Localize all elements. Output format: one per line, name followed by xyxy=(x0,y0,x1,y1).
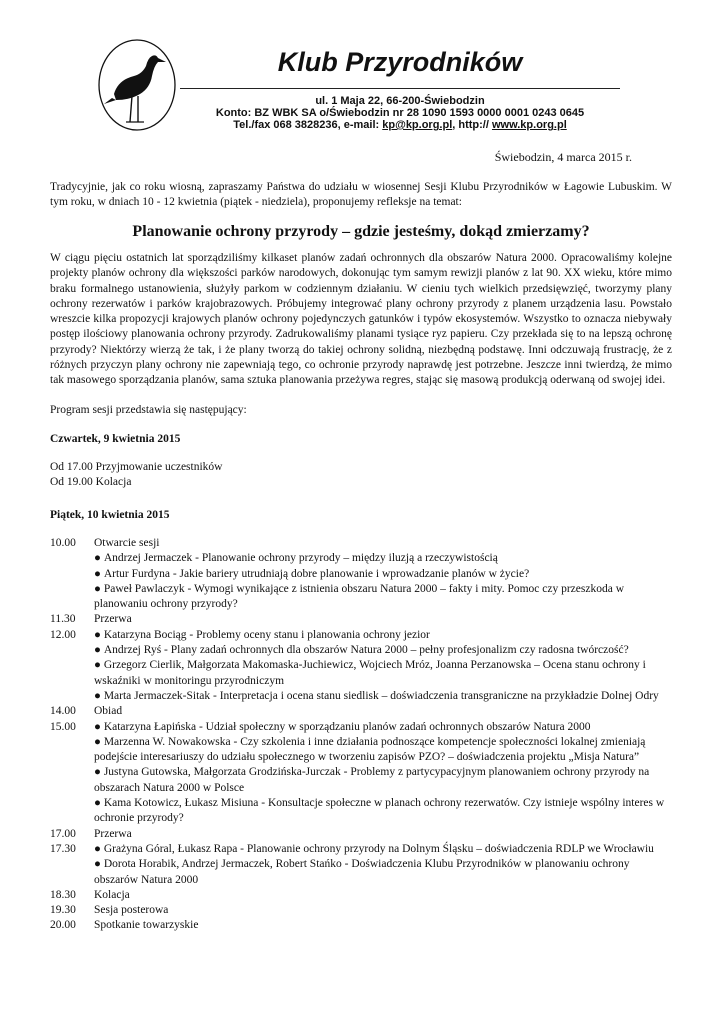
schedule-row xyxy=(50,918,672,933)
contact-mid: , http:// xyxy=(452,119,492,131)
slot-time: 10.00 xyxy=(50,537,76,549)
talk-item: ● Kama Kotowicz, Łukasz Misiuna - Konsultacje społeczne w planach ochrony rezerwatów. Czy istnieje wspólny interes w ochronie przyrody? xyxy=(94,796,672,827)
schedule-row xyxy=(50,888,672,903)
talk-item: ● Grażyna Góral, Łukasz Rapa - Planowanie ochrony przyrody na Dolnym Śląsku – doświadczenia RDLP we Wrocławiu xyxy=(94,842,672,857)
slot-time: 18.30 xyxy=(50,888,76,901)
schedule-row xyxy=(50,536,672,612)
talk-item: ● Katarzyna Łapińska - Udział społeczny w sporządzaniu planów zadań ochronnych obszarów Natura 2000 xyxy=(94,720,672,735)
slot-time: 14.00 xyxy=(50,705,76,718)
website-link[interactable]: www.kp.org.pl xyxy=(491,119,567,131)
schedule-row xyxy=(50,903,672,918)
schedule-row xyxy=(50,720,672,827)
talk-item: ● Dorota Horabik, Andrzej Jermaczek, Robert Stańko - Doświadczenia Klubu Przyrodników w planowaniu ochrony obszarów Natura 2000 xyxy=(94,857,672,888)
talk-item: ● Grzegorz Cierlik, Małgorzata Makomaska-Juchiewicz, Wojciech Mróz, Joanna Perzanowska – Ocena stanu ochrony i wskaźniki w monitoringu przyrodniczym xyxy=(94,658,672,689)
thursday-heading: Czwartek, 9 kwietnia 2015 xyxy=(50,433,181,445)
bank-account: Konto: BZ WBK SA o/Świebodzin nr 28 1090 1593 0000 0001 0243 0645 xyxy=(215,107,585,119)
friday-schedule xyxy=(50,536,672,934)
slot-label: Otwarcie sesji xyxy=(94,537,160,549)
slot-time: 19.30 xyxy=(50,904,76,917)
slot-content xyxy=(94,536,672,612)
talk-item: ● Justyna Gutowska, Małgorzata Grodzińska-Jurczak - Problemy z partycypacyjnym planowaniem ochrony przyrody na obszarach Natura 2000 w Polsce xyxy=(94,765,672,796)
body-paragraph: W ciągu pięciu ostatnich lat sporządziliśmy kilkaset planów zadań ochronnych dla obszarów Natura 2000. Opracowaliśmy kolejne projekty planów ochrony dla większości parków narodowych, dokonując tym samym rewizji planów z lat 90. XX wieku, które mimo braku formalnego ustanowienia, służyły parkom w codziennym działaniu. W cieniu tych wielkich przedsięwzięć, tworzymy plany ochrony rezerwatów i parków krajobrazowych. Próbujemy integrować plany ochrony przyrody z planem urządzenia lasu. Powstało wreszcie kilka propozycji krajowych planów ochrony pojedynczych gatunków i typów ekosystemów. Wszystko to oznacza niebywały postęp ilościowy planowania ochrony przyrody. Zadrukowaliśmy planami tysiące ryz papieru. Czy przekłada się to na lepszą ochronę przyrody? Niektórzy wierzą że tak, i że plany tworzą do takiej ochrony solidną, niezbędną podstawę. Inni odczuwają frustrację, że z różnych przyczyn plany ochrony nie zapewniają tego, co ochronie przyrody naprawdę jest potrzebne. Jeszcze inni twierdzą, że mimo tak masowego sporządzania planów, sama sztuka planowania przeżywa regres, stając się masową produkcją oderwaną od swojej idei. xyxy=(50,252,672,387)
slot-label: Spotkanie towarzyskie xyxy=(94,919,199,932)
slot-time: 20.00 xyxy=(50,919,76,932)
slot-time: 17.00 xyxy=(50,827,76,840)
slot-label: Przerwa xyxy=(94,613,132,626)
schedule-row xyxy=(50,704,672,719)
slot-content xyxy=(94,720,672,827)
schedule-row xyxy=(50,612,672,627)
slot-time: 12.00 xyxy=(50,628,76,641)
talk-item: ● Katarzyna Bociąg - Problemy oceny stanu i planowania ochrony jezior xyxy=(94,628,672,643)
talk-item: ● Artur Furdyna - Jakie bariery utrudniają dobre planowanie i wprowadzanie planów w życie? xyxy=(94,567,672,582)
slot-time: 15.00 xyxy=(50,720,76,733)
slot-label: Przerwa xyxy=(94,827,132,840)
schedule-row xyxy=(50,628,672,704)
thursday-line: Od 17.00 Przyjmowanie uczestników xyxy=(50,461,223,473)
letter-date: Świebodzin, 4 marca 2015 r. xyxy=(494,150,632,164)
slot-time: 17.30 xyxy=(50,842,76,855)
talk-item: ● Paweł Pawlaczyk - Wymogi wynikające z istnienia obszaru Natura 2000 – fakty i mity. Pomoc czy przeszkoda w planowaniu ochrony przyrody? xyxy=(94,582,672,613)
slot-content xyxy=(94,842,672,888)
contact-line xyxy=(180,118,620,132)
slot-label: Kolacja xyxy=(94,888,130,901)
stork-logo-icon xyxy=(96,36,178,134)
friday-heading: Piątek, 10 kwietnia 2015 xyxy=(50,509,170,521)
intro-paragraph: Tradycyjnie, jak co roku wiosną, zapraszamy Państwa do udziału w wiosennej Sesji Klubu Przyrodników w Łagowie Lubuskim. W tym roku, w dniach 10 - 12 kwietnia (piątek - niedziela), proponujemy refleksje na temat: xyxy=(50,181,672,209)
talk-item: ● Marzenna W. Nowakowska - Czy szkolenia i inne działania podnoszące kompetencje społeczności lokalnej zmieniają podejście interesariuszy do udziału społecznego w tworzeniu zapisów PZO? – doświadczenia projektu „Misja Natura” xyxy=(94,735,672,766)
talk-item: ● Andrzej Ryś - Plany zadań ochronnych dla obszarów Natura 2000 – pełny profesjonalizm czy radosna twórczość? xyxy=(94,643,672,658)
email-link[interactable]: kp@kp.org.pl xyxy=(382,119,453,131)
slot-time: 11.30 xyxy=(50,613,76,626)
schedule-row xyxy=(50,842,672,888)
talk-item: ● Marta Jermaczek-Sitak - Interpretacja i ocena stanu siedlisk – doświadczenia transgraniczne na przykładzie Dolnej Odry xyxy=(94,689,672,704)
slot-label: Obiad xyxy=(94,705,123,718)
header-divider xyxy=(180,88,620,89)
slot-label: Sesja posterowa xyxy=(94,904,169,917)
talk-item: ● Andrzej Jermaczek - Planowanie ochrony przyrody – między iluzją a rzeczywistością xyxy=(94,551,672,566)
club-address: ul. 1 Maja 22, 66-200-Świebodzin xyxy=(315,95,485,107)
program-intro: Program sesji przedstawia się następujący: xyxy=(50,404,247,416)
club-name: Klub Przyrodników xyxy=(277,47,523,77)
slot-content xyxy=(94,628,672,704)
thursday-line: Od 19.00 Kolacja xyxy=(50,476,132,488)
contact-prefix: Tel./fax 068 3828236, e-mail: xyxy=(233,119,383,131)
schedule-row xyxy=(50,827,672,842)
session-title: Planowanie ochrony przyrody – gdzie jesteśmy, dokąd zmierzamy? xyxy=(132,223,590,240)
